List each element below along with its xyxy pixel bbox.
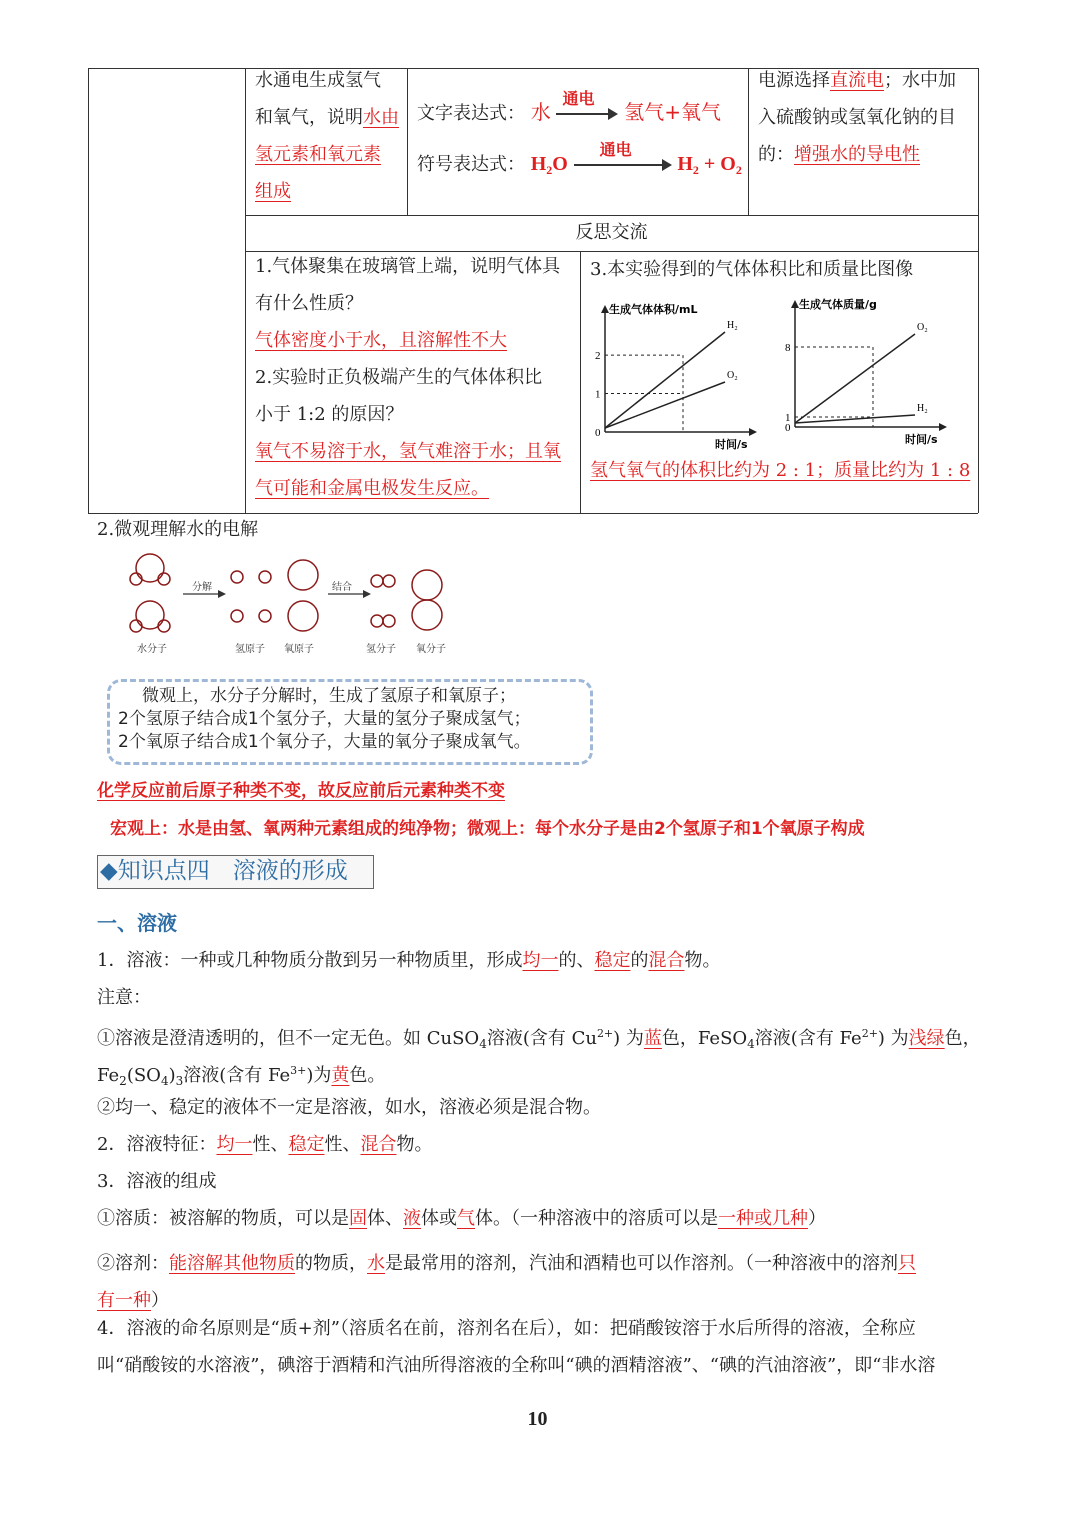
- x-axis-arrow: [939, 423, 947, 431]
- conductivity-answer: 增强水的导电性: [794, 144, 920, 165]
- reflect-header: 反思交流: [575, 222, 648, 243]
- svg-text:水分子: 水分子: [137, 644, 167, 655]
- paragraph-4-line-2: 叫“硝酸铵的水溶液”，碘溶于酒精和汽油所得溶液的全称叫“碘的酒精溶液”、“碘的汽油溶液”，即“非水溶: [97, 1355, 936, 1376]
- tick-label: 0: [595, 427, 601, 439]
- symbol-equation-label: 符号表达式：: [417, 154, 525, 175]
- answer-1: 气体密度小于水，且溶解性不大: [255, 330, 507, 351]
- summary-1: 化学反应前后原子种类不变，故反应前后元素种类不变: [97, 781, 505, 801]
- svg-text:氧原子: 氧原子: [284, 644, 314, 655]
- micro-title: 2.微观理解水的电解: [97, 519, 259, 540]
- note-1-continued: $Fe_2(SO_4)_3$溶液(含有 $Fe^{3+}$)为黄色。: [97, 1064, 386, 1088]
- series-line: [605, 382, 725, 428]
- series-label: O₂: [727, 370, 738, 381]
- series-line: [795, 415, 915, 423]
- formula-products: $H_2 + O_2$: [677, 153, 742, 177]
- y-axis-arrow: [601, 305, 609, 313]
- note-1: ①溶液是澄清透明的，但不一定无色。如 CuSO$_4$溶液(含有 $Cu^{2+}$) 为蓝色，FeSO$_4$溶液(含有 $Fe^{2+}$) 为浅绿色，: [97, 1027, 981, 1051]
- questions-cell: 1.气体聚集在玻璃管上端，说明气体具 有什么性质？ 气体密度小于水，且溶解性不大 2.实验时正负极端产生的气体体积比 小于 1:2 的原因？ 氧气不易溶于水，氢气难溶于水；且氧 气可能和金属电极发生反应。: [255, 248, 577, 507]
- oxygen-atom-icon: [136, 601, 164, 629]
- power-source-cell: 电源选择直流电；水中加 入硫酸钠或氢氧化钠的目 的：增强水的导电性: [758, 70, 956, 165]
- note-2: ②均一、稳定的液体不一定是溶液，如水，溶液必须是混合物。: [97, 1097, 601, 1118]
- y-axis-arrow: [791, 300, 799, 308]
- series-label: O₂: [917, 322, 928, 333]
- x-axis-arrow: [749, 428, 757, 436]
- note-label: 注意：: [97, 987, 151, 1008]
- reaction-arrow-icon: 通电: [574, 155, 672, 175]
- electrolysis-diagram: [120, 548, 460, 658]
- reaction-arrow-icon: 通电: [556, 104, 618, 124]
- micro-explanation-text: 微观上，水分子分解时，生成了氢原子和氧原子； 2个氢原子结合成1个氢分子，大量的氢分子聚成氢气； 2个氧原子结合成1个氧分子，大量的氧分子聚成氧气。: [118, 686, 531, 752]
- tick-label: 0: [785, 422, 791, 434]
- svg-text:氢原子: 氢原子: [235, 644, 265, 655]
- tick-label: 2: [595, 350, 601, 363]
- direct-current-answer: 直流电: [830, 70, 884, 91]
- x-axis-label: 时间/s: [715, 438, 748, 450]
- paragraph-2: 2．溶液特征：均一性、稳定性、混合物。: [97, 1134, 433, 1155]
- x-axis-label: 时间/s: [905, 433, 938, 446]
- answer-2-line-2: 气可能和金属电极发生反应。: [255, 478, 489, 499]
- conclusion-red-2: 氢元素和氧元素: [255, 144, 381, 165]
- svg-text:氢分子: 氢分子: [366, 644, 396, 655]
- solvent-line: ②溶剂：能溶解其他物质的物质，水是最常用的溶剂，汽油和酒精也可以作溶剂。（一种溶液中的溶剂只 有一种）: [97, 1253, 916, 1311]
- table-col-divider-3: [748, 68, 749, 215]
- series-label: H₂: [917, 403, 928, 414]
- table-bottom-border: [88, 513, 978, 514]
- table-col-divider-4: [580, 251, 581, 513]
- word-equation-label: 文字表达式：: [417, 103, 525, 124]
- mass-chart: [775, 285, 955, 450]
- formula-h2o: $H_2O$: [530, 153, 568, 177]
- word-equation: [417, 89, 721, 125]
- tick-label: 8: [785, 342, 791, 354]
- paragraph-1: 1．溶液：一种或几种物质分散到另一种物质里，形成均一的、稳定的混合物。: [97, 950, 721, 971]
- summary-2: 宏观上：水是由氢、氧两种元素组成的纯净物；微观上：每个水分子是由2个氢原子和1个氧原子构成: [110, 819, 865, 839]
- symbol-equation: [417, 140, 742, 178]
- page-number: 10: [527, 1408, 548, 1430]
- paragraph-3: 3．溶液的组成: [97, 1171, 217, 1192]
- series-label: H₂: [727, 320, 738, 331]
- tick-label: 1: [785, 412, 791, 424]
- table-col-divider-2: [407, 68, 408, 215]
- question-3: 3.本实验得到的气体体积比和质量比图像: [590, 259, 914, 280]
- oxygen-atom-icon: [136, 554, 164, 582]
- answer-2-line-1: 氧气不易溶于水，氢气难溶于水；且氧: [255, 441, 561, 462]
- conclusion-red-3: 组成: [255, 181, 291, 202]
- y-axis-label: 生成气体体积/mL: [609, 303, 698, 316]
- table-right-border: [978, 68, 979, 513]
- y-axis-label: 生成气体质量/g: [799, 298, 877, 311]
- sub-heading: 一、溶液: [97, 911, 177, 935]
- word-eq-right: 氢气+氧气: [624, 100, 721, 124]
- answer-3: 氢气氧气的体积比约为 2 : 1；质量比约为 1 : 8: [590, 460, 971, 481]
- combine-label: 结合: [332, 582, 352, 593]
- solute-line: ①溶质：被溶解的物质，可以是固体、液体或气体。（一种溶液中的溶质可以是一种或几种）: [97, 1208, 826, 1229]
- svg-text:氧分子: 氧分子: [416, 644, 446, 655]
- volume-chart: [585, 290, 765, 450]
- tick-label: 1: [595, 388, 601, 401]
- conclusion-line-1: 水通电生成氢气: [255, 70, 381, 91]
- table-col-divider-1: [245, 68, 246, 513]
- conclusion-red-1: 水由: [363, 107, 399, 128]
- paragraph-4-line-1: 4．溶液的命名原则是“质+剂”（溶质名在前，溶剂名在后），如：把硝酸铵溶于水后所得的溶液，全称应: [97, 1318, 916, 1339]
- word-eq-left: 水: [530, 100, 551, 124]
- conclusion-line-2: 和氧气，说明水由: [255, 107, 399, 128]
- series-line: [605, 332, 725, 428]
- decompose-label: 分解: [192, 582, 212, 593]
- table-left-border: [88, 68, 89, 513]
- section-heading: ◆知识点四 溶液的形成: [100, 858, 348, 884]
- conclusion-cell: [255, 62, 405, 210]
